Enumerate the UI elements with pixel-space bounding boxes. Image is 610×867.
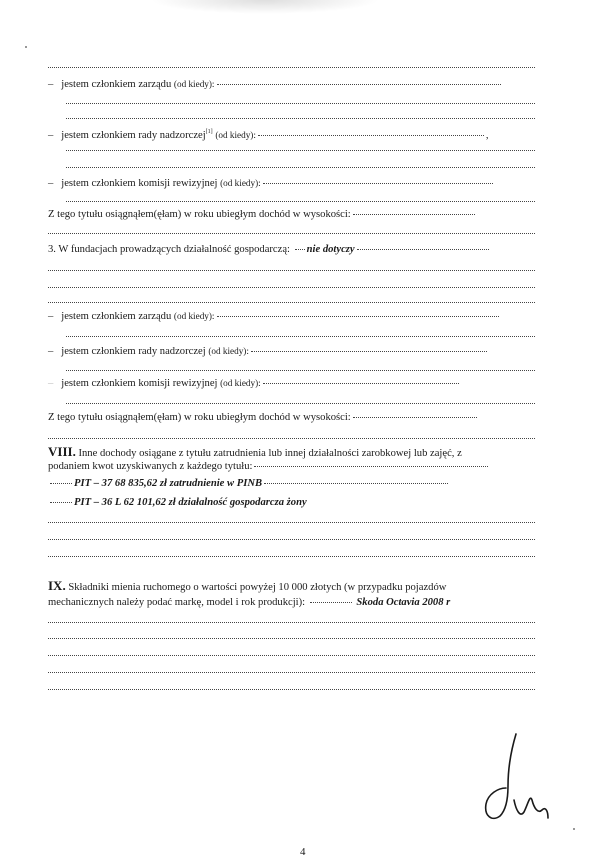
- fill-dots: [357, 249, 489, 250]
- section-number: VIII.: [48, 444, 76, 459]
- fill-dots: [263, 383, 459, 384]
- dotted-line: [66, 103, 535, 104]
- member-board-row: – jestem członkiem zarządu (od kiedy):: [48, 78, 503, 91]
- member-audit-row: – jestem członkiem komisji rewizyjnej (od kiedy):: [48, 177, 495, 190]
- fill-dots: [263, 183, 493, 184]
- dotted-line: [48, 438, 535, 439]
- dotted-line: [66, 403, 535, 404]
- dotted-line: [48, 689, 535, 690]
- dotted-line: [48, 522, 535, 523]
- dotted-line: [48, 638, 535, 639]
- fill-dots: [264, 483, 448, 484]
- since-note: (od kiedy):: [173, 79, 215, 89]
- dotted-line: [48, 287, 535, 288]
- fill-dots: [217, 316, 499, 317]
- foundations-label: 3. W fundacjach prowadzących działalność gospodarczą:: [48, 244, 290, 255]
- dotted-line: [48, 622, 535, 623]
- income-label: Z tego tytułu osiągnąłem(ęłam) w roku ubiegłym dochód w wysokości:: [48, 209, 351, 220]
- fill-dots: [254, 466, 488, 467]
- fill-dots: [258, 135, 484, 136]
- dotted-line: [66, 370, 535, 371]
- dotted-line: [48, 302, 535, 303]
- fill-dots: [50, 502, 72, 503]
- dotted-line: [66, 167, 535, 168]
- dotted-line: [66, 201, 535, 202]
- member-board-label: jestem członkiem zarządu: [61, 311, 172, 322]
- income-entry-1: [48, 478, 450, 490]
- scan-speck: [25, 46, 27, 48]
- since-note: (od kiedy):: [215, 130, 256, 140]
- income-label: Z tego tytułu osiągnąłem(ęłam) w roku ubiegłym dochód w wysokości:: [48, 412, 351, 423]
- income-row: [48, 209, 477, 221]
- scan-shadow: [150, 0, 380, 14]
- fill-dots: [310, 602, 352, 603]
- dotted-line: [48, 556, 535, 557]
- income-row: [48, 412, 479, 424]
- foundations-row: [48, 244, 491, 256]
- fill-dots: [217, 84, 501, 85]
- fill-dots: [251, 351, 487, 352]
- member-board-label: jestem członkiem zarządu: [61, 79, 172, 90]
- dotted-line: [66, 118, 535, 119]
- member-supervisory-row: – jestem członkiem rady nadzorczej[1] (od kiedy): ,: [48, 129, 489, 141]
- entry-text: PIT – 37 68 835,62 zł zatrudnienie w PINB: [74, 478, 263, 489]
- since-note: (od kiedy):: [208, 346, 249, 356]
- income-entry-2: [48, 497, 307, 509]
- dotted-line: [48, 270, 535, 271]
- since-note: (od kiedy):: [220, 178, 261, 188]
- section-viii-heading: [48, 446, 462, 460]
- member-supervisory-label: jestem członkiem rady nadzorczej: [61, 130, 206, 141]
- section-ix-heading: [48, 580, 446, 594]
- page-number: 4: [300, 846, 306, 858]
- entry-text: PIT – 36 L 62 101,62 zł działalność gospodarcza żony: [74, 497, 307, 508]
- section-ix-line2: [48, 597, 450, 609]
- fill-dots: [353, 214, 475, 215]
- handwritten-signature: [478, 724, 558, 824]
- member-audit-label: jestem członkiem komisji rewizyjnej: [61, 178, 218, 189]
- fill-dots: [50, 483, 72, 484]
- section-text: mechanicznych należy podać markę, model i rok produkcji):: [48, 597, 306, 608]
- section-viii-line2: [48, 461, 490, 473]
- member-board-row: – jestem członkiem zarządu (od kiedy):: [48, 310, 501, 323]
- dotted-line: [48, 233, 535, 234]
- dotted-line: [66, 336, 535, 337]
- section-number: IX.: [48, 578, 66, 593]
- vehicle-value: Skoda Octavia 2008 r: [356, 597, 451, 608]
- footnote-mark: [1]: [205, 129, 213, 135]
- since-note: (od kiedy):: [220, 378, 261, 388]
- section-text: podaniem kwot uzyskiwanych z każdego tytułu:: [48, 461, 253, 472]
- dotted-line: [66, 150, 535, 151]
- dotted-line: [48, 672, 535, 673]
- member-audit-row: – jestem członkiem komisji rewizyjnej (od kiedy):: [48, 377, 461, 390]
- foundations-value: nie dotyczy: [306, 244, 355, 255]
- section-text: Inne dochody osiągane z tytułu zatrudnienia lub innej działalności zarobkowej lub zajęć, z: [78, 448, 462, 459]
- section-text: Składniki mienia ruchomego o wartości powyżej 10 000 złotych (w przypadku pojazdów: [68, 582, 447, 593]
- since-note: (od kiedy):: [173, 311, 215, 321]
- member-supervisory-label: jestem członkiem rady nadzorczej: [61, 346, 206, 357]
- member-audit-label: jestem członkiem komisji rewizyjnej: [61, 378, 218, 389]
- fill-dots: [353, 417, 477, 418]
- dotted-line: [48, 67, 535, 68]
- scan-speck: [573, 828, 575, 830]
- dotted-line: [48, 539, 535, 540]
- member-supervisory-row: – jestem członkiem rady nadzorczej (od kiedy):: [48, 345, 489, 358]
- dotted-line: [48, 655, 535, 656]
- fill-dots: [295, 249, 305, 250]
